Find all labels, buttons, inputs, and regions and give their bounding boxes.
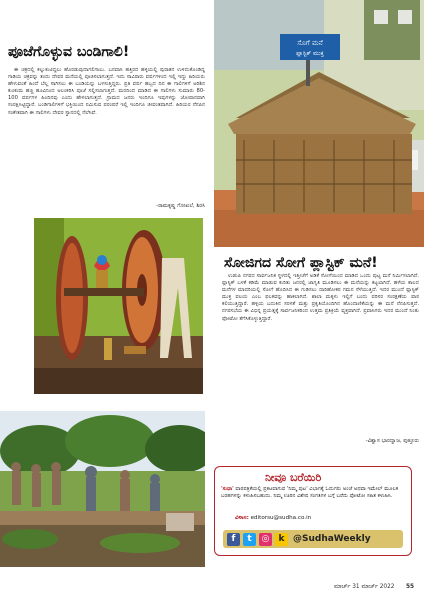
right-article-paragraph: ಉಡುಪಿ ನಗರದ ಸಾರ್ವಜನಿಕ ಸ್ಥಳದಲ್ಲಿ ಇತ್ತೀಚೆಗೆ ಅಡಿಕೆ ಸೋಗೆಯಿಂದ ಮಾಡಿದ ಒಂದು ಪುಟ್ಟ ಮನೆ ನಿರ್ಮಿಸಲಾಗಿದೆ. ಪ್ಲಾಸ್ಟಿಕ್ ಬಳಕೆ ಕಡಿಮೆ ಮಾಡುವ ಕುರಿತು ಜನರಲ್ಲಿ ಜಾಗೃತಿ ಮೂಡಿಸಲು ಈ ಮನೆಯನ್ನು ಕಟ್ಟಲಾಗಿದೆ. ಹಳೆಯ ಕಾಲದ ಮನೆಗಳ ಮಾದರಿಯಲ್ಲಿ ಸೋಗೆ ಹೊದಿಸಿದ ಈ ಗುಡಿಸಲು ದಾರಿಹೋಕರ ಗಮನ ಸೆಳೆಯುತ್ತಿದೆ. ಇದರ ಮುಂದೆ ಪ್ಲಾಸ್ಟಿಕ್ ಮುಕ್ತ ವಲಯ ಎಂಬ ಫಲಕವನ್ನು ಹಾಕಲಾಗಿದೆ. ಶಾಲಾ ಮಕ್ಕಳು ಇಲ್ಲಿಗೆ ಬಂದು ಪರಿಸರ ಸಂರಕ್ಷಣೆಯ ಪಾಠ ಕಲಿಯುತ್ತಿದ್ದಾರೆ. ಹಳ್ಳಿಯ ಬದುಕಿನ ಸರಳತೆ ಮತ್ತು ಪ್ರಕೃತಿಯೊಂದಿಗಿನ ಹೊಂದಾಣಿಕೆಯನ್ನು ಈ ಮನೆ ನೆನಪಿಸುತ್ತದೆ. ನಗರಸಭೆಯ ಈ ವಿಭಿನ್ನ ಪ್ರಯತ್ನಕ್ಕೆ ಸಾರ್ವಜನಿಕರಿಂದ ಉತ್ತಮ ಪ್ರತಿಕ್ರಿಯೆ ವ್ಯಕ್ತವಾಗಿದೆ. ಪ್ರವಾಸಿಗರು ಇದರ ಮುಂದೆ ನಿಂತು ಫೋಟೋ ತೆಗೆಸಿಕೊಳ್ಳುತ್ತಿದ್ದಾರೆ. <box>222 273 419 322</box>
wheels-photo <box>34 218 203 394</box>
ad-body <box>221 486 405 500</box>
left-article-paragraph: ಈ ಚಕ್ರದಲ್ಲಿ ಕಲ್ಲುಕುಟಿದ್ದಲು ಹೊರಡುವುದಾಗಲಿಗಾಲು. ಬನವಾಸಿ ಹತ್ತಿರದ ಹಳ್ಳಿಯಲ್ಲಿ ಪುರಾತನ ಉಳಿದುಕೊಂಡಿದ್ದ ಗಾಡಿಯ ಚಕ್ರವನ್ನು ತಂದು ದೇವರ ಮನೆಯಲ್ಲಿ ಪೂಜಿಸಲಾಗುತ್ತದೆ. ಇದು ಸಾವಿರಾರು ವರ್ಷಗಳಿಂದ ಇಲ್ಲಿ ಇದ್ದು ಹಿರಿಯರು ಹೇಳುವಂತೆ ಹಿಂದೆ ಬೆಲ್ಲ ಸಾಗಿಸಲು ಈ ಬಂಡಿಯನ್ನು ಬಳಸುತ್ತಿದ್ದರು. ಪ್ರತಿ ವರ್ಷ ಹಬ್ಬದ ದಿನ ಈ ಗಾಲಿಗಳಿಗೆ ಅರಿಶಿನ ಕುಂಕುಮ ಹಚ್ಚಿ ಹೂವಿನಿಂದ ಅಲಂಕರಿಸಿ ಪೂಜೆ ಸಲ್ಲಿಸಲಾಗುತ್ತದೆ. ಮರದಿಂದ ಮಾಡಿದ ಈ ಗಾಲಿಗಳು ಸುಮಾರು 80-100 ವರ್ಷಗಳ ಹಿಂದಿನವು ಎಂದು ಹೇಳಲಾಗುತ್ತದೆ. ಗ್ರಾಮದ ಜನರು ಇಂದಿಗೂ ಇವುಗಳನ್ನು ಜೋಪಾನವಾಗಿ ಸಂರಕ್ಷಿಸಿಟ್ಟಿದ್ದಾರೆ. ಬಂಡಿಗಾಲಿಗಳಿಗೆ ಭಕ್ತಿಯಿಂದ ನಮಿಸುವ ಪರಂಪರೆ ಇಲ್ಲಿ ಇಂದಿಗೂ ಜೀವಂತವಾಗಿದೆ. ಹಿರಿಯರ ನೆನಪಿನ ಸಂಕೇತವಾಗಿ ಈ ಗಾಲಿಗಳು ದೇವರ ಸ್ಥಾನದಲ್ಲಿ ನೆಲೆಸಿವೆ. <box>8 67 205 116</box>
hut-photo <box>214 0 424 247</box>
ad-body-prefix: 'ಸುಧಾ' <box>221 486 234 492</box>
left-article-credit: -ರಾಮಕೃಷ್ಣ ಗೋಖಲೆ, ಶಿರಸಿ <box>156 203 205 209</box>
page-number: 55 <box>406 584 415 590</box>
instagram-icon[interactable]: ◎ <box>259 533 272 546</box>
right-article-credit: -ವಿಶ್ವಾಸ ಭಾರದ್ವಾಜ, ಪುತ್ತೂರು <box>365 438 419 444</box>
footer-date: ಮಾರ್ಚ್ 31 ಮಾರ್ಚ್ 2022 <box>334 584 395 590</box>
ad-email-label: ವಿಳಾಸ: <box>235 515 249 521</box>
koo-icon[interactable]: k <box>275 533 288 546</box>
statues-photo <box>0 411 205 567</box>
ad-body-text: ವಾರಪತ್ರಿಕೆಯಲ್ಲಿ ಪ್ರಕಟವಾಗುವ 'ನಿಮ್ಮ ಪುಟ' ವಿಭಾಗಕ್ಕೆ ಓದುಗರು ಅಂಚೆ ಅಥವಾ ಇಮೇಲ್ ಮೂಲಕ ಬರಹಗಳನ್ನು ಕಳುಹಿಸಬಹುದು. ನಿಮ್ಮ ಊರಿನ ವಿಶೇಷ ಸಂಗತಿಗಳ ಬಗ್ಗೆ ಬರೆದು ಫೋಟೋ ಸಹಿತ ಕಳುಹಿಸಿ. <box>221 486 399 499</box>
ad-heading: ನೀವೂ ಬರೆಯಿರಿ <box>265 471 322 484</box>
ad-email[interactable]: editorsu@sudha.co.in <box>250 515 312 521</box>
left-article-body <box>8 67 205 204</box>
hut-sign-line1: ಸೊಗೆ ಮನೆ <box>297 39 323 47</box>
twitter-icon[interactable]: t <box>243 533 256 546</box>
social-bar <box>223 530 403 548</box>
ad-email-line <box>235 515 311 522</box>
right-article-body <box>222 273 419 438</box>
hut-sign-line2: ಪ್ಲಾಸ್ಟಿಕ್ ಮುಕ್ತ <box>296 50 324 57</box>
left-article-title: ಪೂಜೆಗೊಳ್ಳುವ ಬಂಡಿಗಾಲಿ! <box>8 44 130 60</box>
facebook-icon[interactable]: f <box>227 533 240 546</box>
write-to-us-box <box>214 466 412 556</box>
right-article-title: ಸೋಜಿಗದ ಸೋಗೆ ಪ್ಲಾಸ್ಟಿಕ್ ಮನೆ! <box>224 255 378 271</box>
social-handle[interactable]: @SudhaWeekly <box>293 534 371 544</box>
